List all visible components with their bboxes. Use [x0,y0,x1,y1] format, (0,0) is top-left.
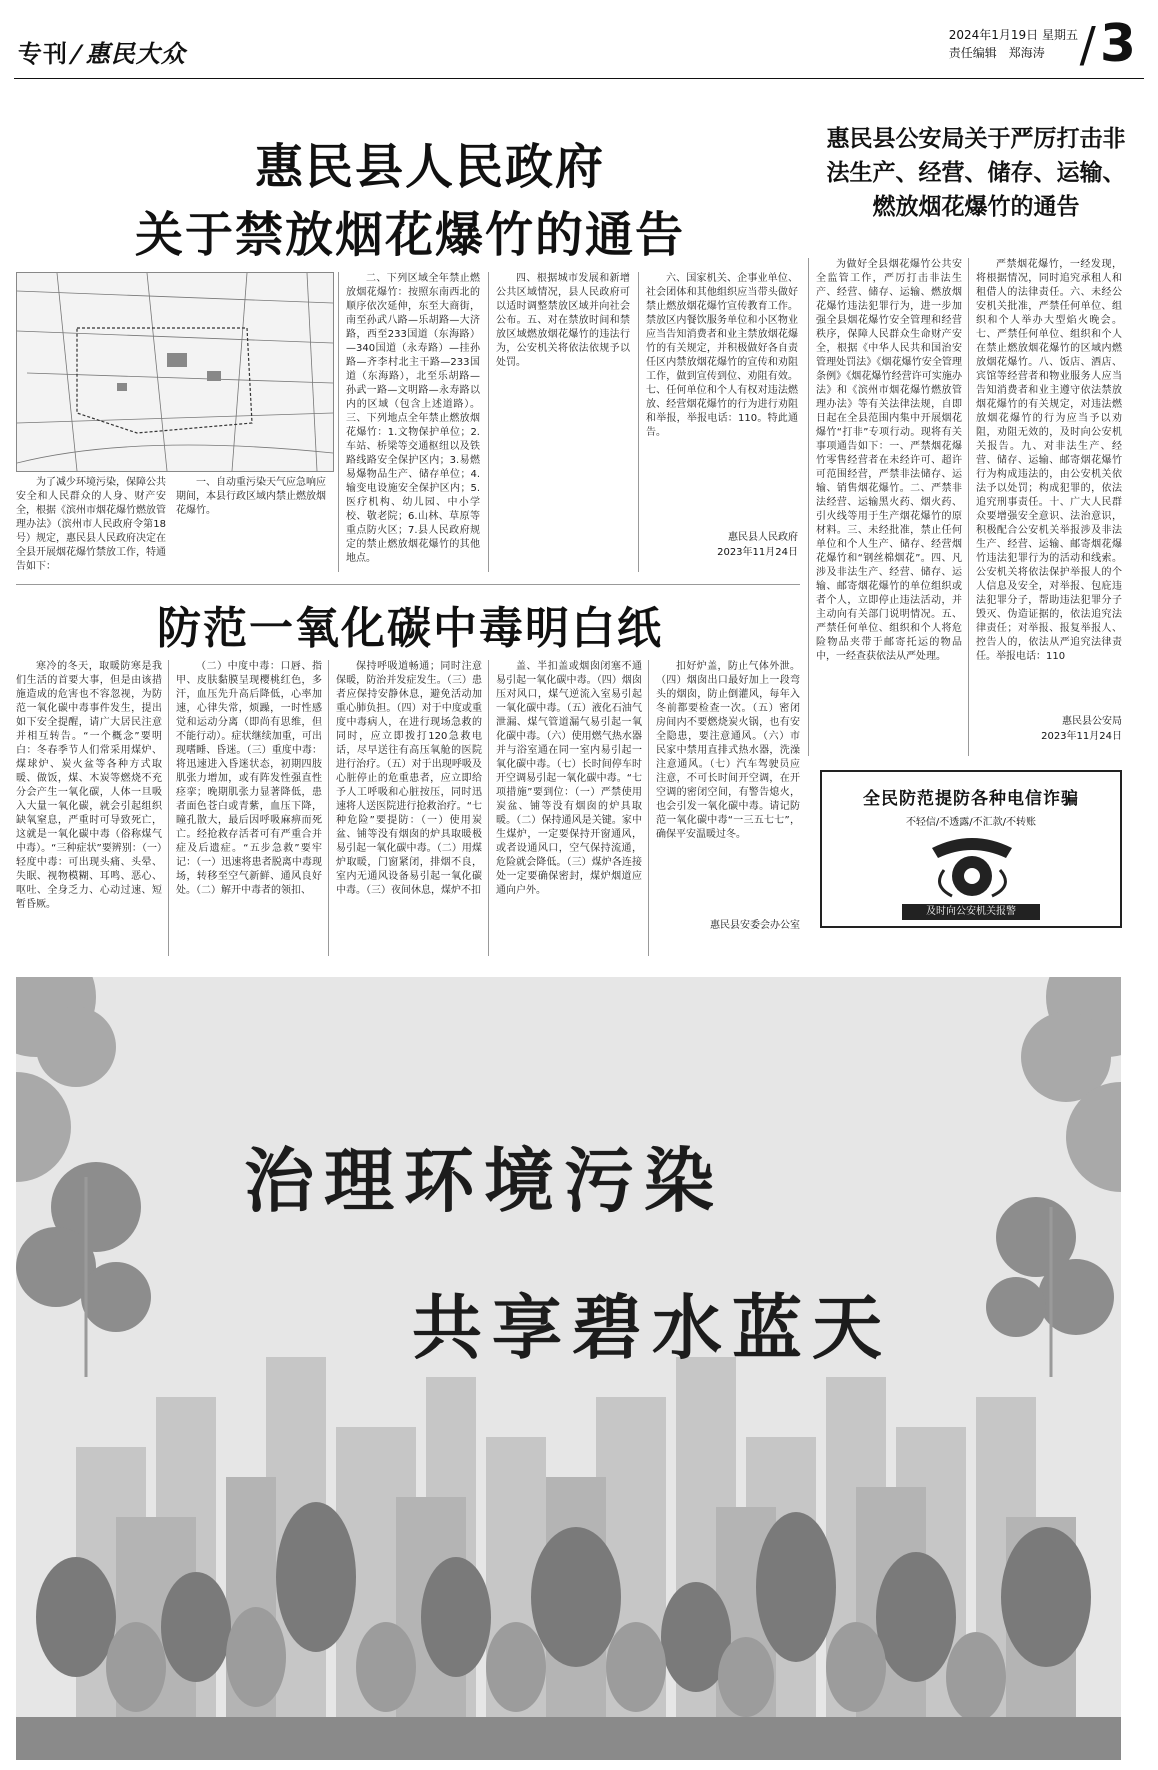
notice1-col1 [16,476,166,576]
article3-col4-text: 盖、半扣盖或烟囱闭塞不通易引起一氧化碳中毒。（四）烟囱压对风口，煤气逆流入室易引起一氧化碳中毒。（五）液化石油气泄漏、煤气管道漏气易引起一氧化碳中毒。（六）使用燃气热水器并与浴室通在同一室内易引起一氧化碳中毒。（七）长时间停车时开空调易引起一氧化碳中毒。“七项措施”要到位：（一）严禁使用炭盆、铺等没有烟囱的炉具取暖。（二）保持通风是关键。家中生煤炉，一定要保持开窗通风，或者设通风口，空气保持流通，危险就会降低。（三）煤炉各连接处一定要确保密封，煤炉烟道应通向户外。 [496,661,642,896]
notice2-col1-text: 为做好全县烟花爆竹公共安全监管工作，严厉打击非法生产、经营、储存、运输、燃放烟花爆竹违法犯罪行为，进一步加强全县烟花爆竹安全管理和经营秩序，保障人民群众生命财产安全，根据《中华人民共和国治安管理处罚法》《烟花爆竹安全管理条例》《烟花爆竹经营许可实施办法》和《滨州市烟花爆竹燃放管理办法》等有关法律法规，自即日起在全县范围内集中开展烟花爆竹“打非”专项行动。现将有关事项通告如下：一、严禁烟花爆竹零售经营者在未经许可、超许可范围经营，严禁非法储存、运输、销售烟花爆竹。二、严禁非法经营、运输黑火药、烟火药、引火线等用于生产烟花爆竹的原材料。三、未经批准，禁止任何单位和个人生产、储存、经营烟花爆竹和“钢丝棉烟花”。四、凡涉及非法生产、经营、储存、运输、邮寄烟花爆竹的单位组织或者个人，立即停止违法活动，并主动向有关部门说明情况。五、严禁任何单位、组织和个人将危险物品夹带于邮寄托运的物品中，一经查获依法从严处理。 [816,259,962,662]
article3-divider-2 [328,660,329,956]
notice2-title: 惠民县公安局关于严厉打击非法生产、经营、储存、运输、燃放烟花爆竹的通告 [826,125,1126,220]
masthead-slash: / [67,39,87,68]
banner-slogan-line2: 共享碧水蓝天 [412,1286,892,1369]
notice1-col5 [646,272,798,514]
article3-col5 [656,660,800,910]
notice2-col2-text: 严禁烟花爆竹，一经发现，将根据情况，同时追究承租人和租借人的法律责任。六、未经公安机关批准，严禁任何单位、组织和个人举办大型焰火晚会。七、严禁任何单位、组织和个人在禁止燃放烟花爆竹的区域内燃放烟花爆竹。八、饭店、酒店、宾馆等经营者和物业服务人应当告知消费者和业主遵守依法禁放烟花爆竹的有关规定，对违法燃放烟花爆竹的行为应当予以劝阻，劝阻无效的，及时向公安机关报告。九、对非法生产、经营、储存、运输、邮寄烟花爆竹行为构成违法的，由公安机关依法予以处罚；构成犯罪的，依法追究刑事责任。十、广大人民群众要增强安全意识、法治意识，积极配合公安机关举报涉及非法生产、经营、运输、邮寄烟花爆竹违法犯罪行为的活动和线索。公安机关将依法保护举报人的个人信息及安全，对举报、包庇违法犯罪分子，帮助违法犯罪分子毁灭、伪造证据的，依法追究法律责任；对举报、报复举报人、控告人的，依法从严追究法律责任。举报电话：110 [976,259,1122,662]
article3-col5-text: 扣好炉盖，防止气体外泄。（四）烟囱出口最好加上一段弯头的烟囱，防止倒灌风，每年入冬前都要检查一次。（五）密闭房间内不要燃烧炭火锅，也有安全隐患，要注意通风。（六）市民家中禁用直排式热水器，洗澡注意通风。（七）汽车驾驶员应注意，不可长时间开空调，在开空调的密闭空间，有警告熄火，也会引发一氧化碳中毒。请记防范一氧化碳中毒“一三五七七”，确保平安温暖过冬。 [656,661,800,840]
notice2-col2 [976,258,1122,698]
article3-title: 防范一氧化碳中毒明白纸 [157,603,663,654]
masthead-rule [14,78,1144,79]
page-number: /3 [1079,14,1136,74]
notice1-col3-text: 二、下列区域全年禁止燃放烟花爆竹：按照东南西北的顺序依次延伸，东至大商街，南至孙武八路—乐胡路—大济路，西至233国道（东海路）—340国道（永寿路）—挂孙路—齐李村北主干路—233国道（东海路），北至乐胡路—孙武一路—文明路—永寿路以内的区域（包含上述道路）。三、下列地点全年禁止燃放烟花爆竹：1.文物保护单位；2.车站、桥梁等交通枢纽以及铁路线路安全保护区内；3.易燃易爆物品生产、储存单位；4.输变电设施安全保护区内；5.医疗机构、幼儿园、中小学校、敬老院；6.山林、草原等重点防火区；7.县人民政府规定的禁止燃放烟花爆竹的其他地点。 [346,273,480,564]
notice1-col4-text: 四、根据城市发展和新增公共区域情况，县人民政府可以适时调整禁放区域并向社会公布。五、对在禁放时间和禁放区域燃放烟花爆竹的违法行为，公安机关将依法依规予以处罚。 [496,273,630,368]
notice2-col1 [816,258,962,728]
notice1-col5-text: 六、国家机关、企事业单位、社会团体和其他组织应当带头做好禁止燃放烟花爆竹宣传教育工作。禁放区内餐饮服务单位和小区物业应当告知消费者和业主禁放烟花爆竹的有关规定，并积极做好各自责任区内禁放烟花爆竹的宣传和劝阻工作，做到宣传到位、劝阻有效。七、任何单位和个人有权对违法燃放、经营烟花爆竹的行为进行劝阻和举报，举报电话：110。特此通告。 [646,273,798,438]
article3-col2 [176,660,322,956]
article3-col4 [496,660,642,956]
notice1-signature-date: 2023年11月24日 [717,547,798,558]
psa-title: 全民防范提防各种电信诈骗 [863,789,1079,809]
article3-top-rule [16,584,800,585]
article3-col3 [336,660,482,956]
article3-col2-text: （二）中度中毒：口唇、指甲、皮肤黏膜呈现樱桃红色，多汗，血压先升高后降低，心率加速，心律失常，烦躁，一时性感觉和运动分离（即尚有思维，但不能行动）。症状继续加重，可出现嗜睡、昏迷。（三）重度中毒：将迅速进入昏迷状态，初期四肢肌张力增加，或有阵发性强直性痉挛；晚期肌张力显著降低，患者面色苍白或青紫，血压下降，瞳孔散大，最后因呼吸麻痹而死亡。经抢救存活者可有严重合并症及后遗症。“五步急救”要牢记：（一）迅速将患者脱离中毒现场，转移至空气新鲜、通风良好处。（二）解开中毒者的领扣、 [176,661,322,896]
notice1-divider-2 [488,272,489,572]
notice1-signature [646,530,798,560]
banner-slogan-line1: 治理环境污染 [244,1139,724,1222]
telephone-hook-icon [922,830,1022,900]
psa-subtitle: 不轻信/不透露/不汇款/不转账 [905,817,1037,828]
notice1-col3 [346,272,480,572]
notice1-divider-1 [338,272,339,572]
article3-divider-3 [488,660,489,956]
notice2-divider-left [808,258,809,756]
article3-col3-text: 保持呼吸道畅通；同时注意保暖，防治并发症发生。（三）患者应保持安静休息，避免活动加重心肺负担。（四）对于中度或重度中毒病人，在进行现场急救的同时，应立即拨打120急救电话，尽早送往有高压氧舱的医院进行治疗。（五）对于出现呼吸及心脏停止的危重患者，应立即给予人工呼吸和心脏按压，同时迅速将人送医院进行抢救治疗。“七种危险”要提防：（一）使用炭盆、铺等没有烟囱的炉具取暖极易引起一氧化碳中毒。（二）用煤炉取暖，门窗紧闭，排烟不良，室内无通风设备易引起一氧化碳中毒。（三）夜间休息，煤炉不扣 [336,661,482,896]
brand-logo: 惠民大众 [85,39,186,68]
notice2-signature-date: 2023年11月24日 [1041,731,1122,742]
article3-signature-org: 惠民县安委会办公室 [710,920,800,931]
page-number-value: 3 [1099,14,1136,74]
notice1-title-line2: 关于禁放烟花爆竹的通告 [134,207,685,263]
issue-info [949,26,1078,62]
district-map [16,272,334,472]
notice2-divider-mid [968,258,969,756]
map-svg [17,273,333,471]
notice1-title-line1: 惠民县人民政府 [254,139,605,195]
article3-divider-4 [648,660,649,956]
anti-fraud-psa [820,770,1122,928]
editor-credit: 责任编辑 郑海涛 [948,46,1045,60]
notice1-col2-text: 一、自动重污染天气应急响应期间，本县行政区域内禁止燃放烟花爆竹。 [176,477,326,516]
psa-report-bar: 及时向公安机关报警 [902,904,1040,920]
notice1-col2 [176,476,326,576]
article3-divider-1 [168,660,169,956]
section-label: 专刊 [18,39,68,68]
article3-col1 [16,660,162,956]
notice1-col1-text: 为了减少环境污染，保障公共安全和人民群众的人身、财产安全，根据《滨州市烟花爆竹燃放管理办法》（滨州市人民政府令第18号）规定，惠民县人民政府决定在全县开展烟花爆竹禁放工作，特通告如下： [16,477,166,572]
notice1-col4 [496,272,630,572]
notice2-signature [976,714,1122,744]
notice1-divider-3 [638,272,639,572]
section-masthead [18,34,186,69]
article3-col1-text: 寒冷的冬天，取暖防寒是我们生活的首要大事，但是由该措施造成的危害也不容忽视，为防范一氧化碳中毒事件发生，提出如下安全提醒，请广大居民注意并相互转告。“一个概念”要明白：冬春季节人们常采用煤炉、煤球炉、炭火盆等各种方式取暖、做饭，煤、木炭等燃烧不充分会产生一氧化碳，人体一旦吸入大量一氧化碳，就会引起组织缺氧窒息，严重时可导致死亡，这就是一氧化碳中毒（俗称煤气中毒）。“三种症状”要辨别：（一）轻度中毒：可出现头痛、头晕、失眠、视物模糊、耳鸣、恶心、呕吐、全身乏力、心动过速、短暂昏厥。 [16,661,162,910]
article3-signature [656,918,800,933]
issue-date: 2024年1月19日 星期五 [948,28,1078,42]
notice2-signature-org: 惠民县公安局 [1062,716,1122,727]
notice1-signature-org: 惠民县人民政府 [728,532,798,543]
